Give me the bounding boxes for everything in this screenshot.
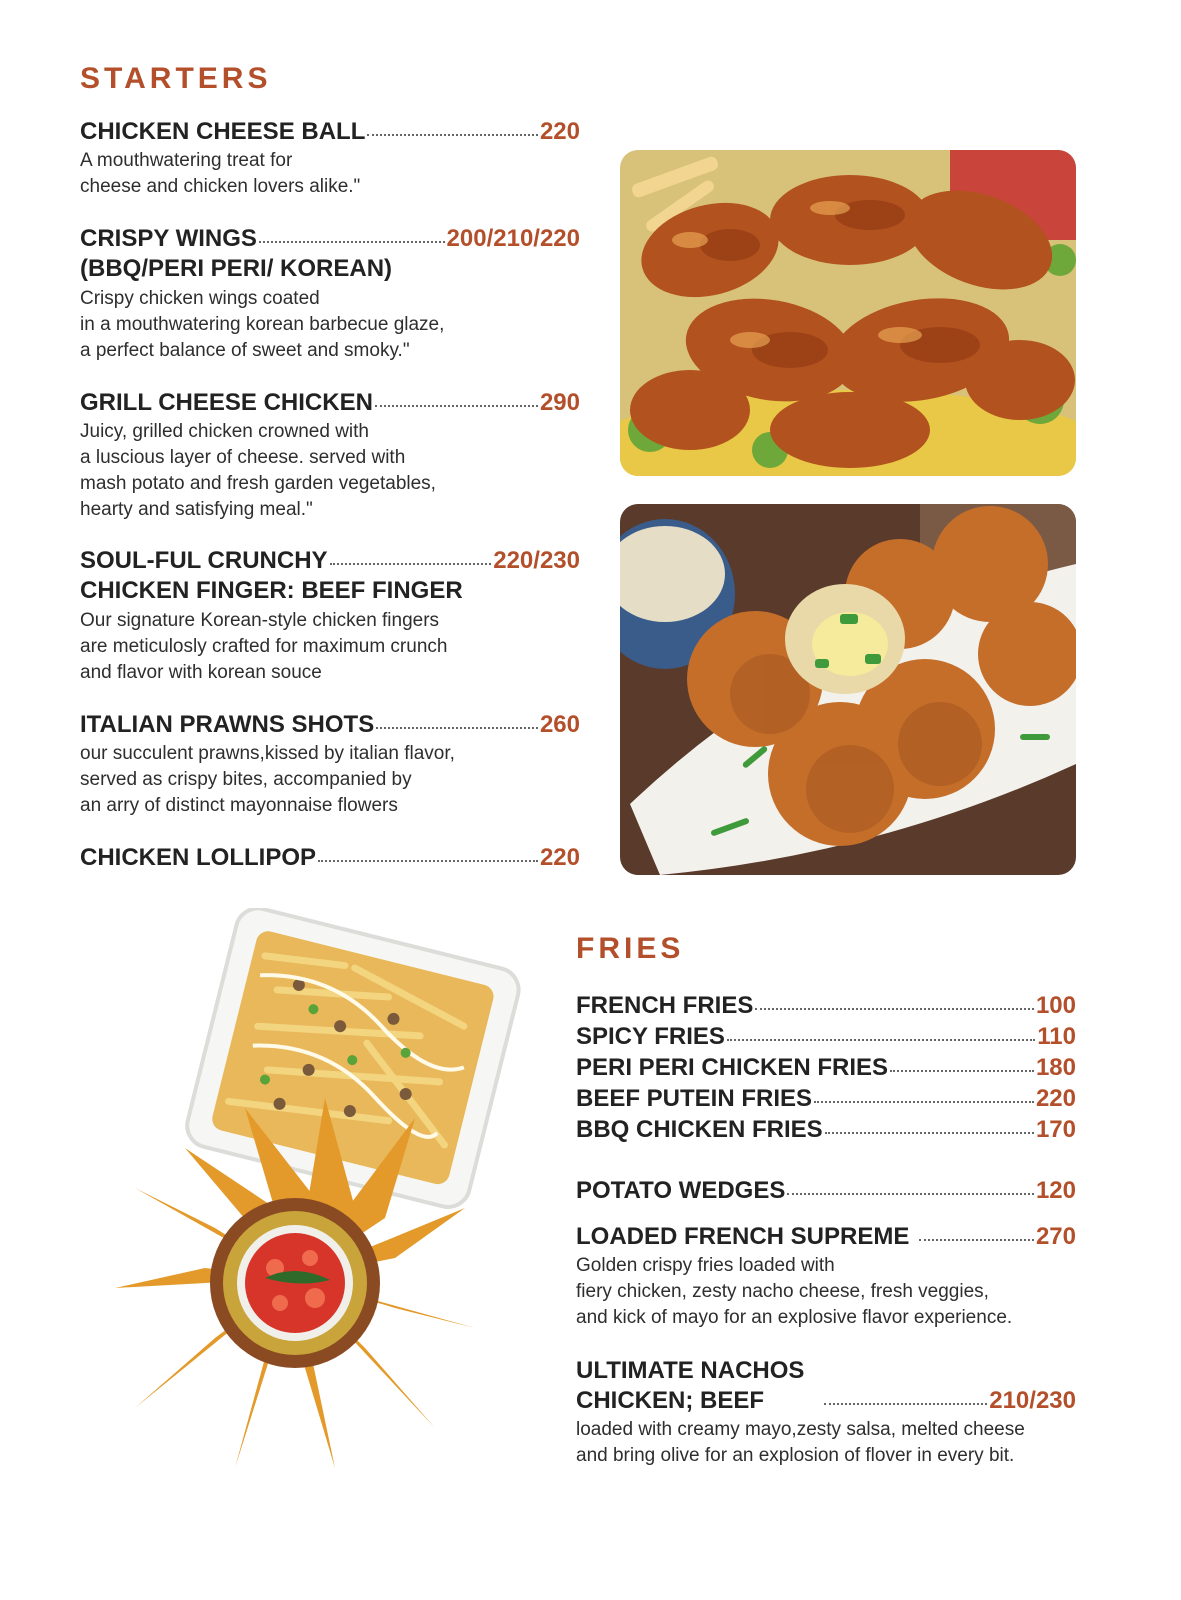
starters-title: STARTERS [80, 62, 272, 95]
dot-leader [814, 1101, 1034, 1103]
menu-item-french-fries [576, 992, 1076, 1020]
fries-and-nachos-photo [115, 908, 535, 1498]
dot-leader [367, 134, 538, 136]
item-description: Our signature Korean-style chicken fingers are meticulosly crafted for maximum crunch and flavor with korean souce [80, 610, 448, 683]
item-price: 100 [1035, 992, 1076, 1019]
item-name: CHICKEN CHEESE BALL [80, 118, 366, 145]
dot-leader [919, 1239, 1034, 1241]
dot-leader [376, 727, 538, 729]
menu-item-spicy-fries [576, 1023, 1076, 1051]
dot-leader [825, 1132, 1034, 1134]
item-name: ULTIMATE NACHOS [576, 1357, 805, 1384]
item-description: Crispy chicken wings coated in a mouthwatering korean barbecue glaze, a perfect balance of sweet and smoky." [80, 288, 445, 361]
dot-leader [375, 405, 538, 407]
item-price: 290 [539, 389, 580, 416]
item-name: SOUL-FUL CRUNCHY [80, 547, 328, 574]
dot-leader [755, 1008, 1034, 1010]
dot-leader [330, 563, 492, 565]
menu-item-grill-cheese-chicken [80, 389, 580, 523]
menu-item-potato-wedges [576, 1177, 1076, 1205]
menu-item-chicken-cheese-ball [80, 118, 580, 200]
menu-item-soul-ful-crunchy [80, 547, 580, 686]
menu-item-loaded-french-supreme [576, 1223, 1076, 1331]
item-description: Golden crispy fries loaded with fiery chicken, zesty nacho cheese, fresh veggies, and kick of mayo for an explosive flavor experience. [576, 1255, 1013, 1328]
menu-item-italian-prawns-shots [80, 711, 580, 819]
item-name: BEEF PUTEIN FRIES [576, 1085, 813, 1112]
item-price: 180 [1035, 1054, 1076, 1081]
item-price: 110 [1037, 1023, 1076, 1050]
menu-item-peri-peri-chicken-fries [576, 1054, 1076, 1082]
item-price: 220/230 [493, 547, 580, 574]
item-name: FRENCH FRIES [576, 992, 754, 1019]
item-price: 270 [1035, 1223, 1076, 1250]
item-price: 260 [539, 711, 580, 738]
item-variants: (BBQ/PERI PERI/ KOREAN) [80, 255, 393, 282]
item-name: CHICKEN LOLLIPOP [80, 844, 317, 871]
dot-leader [727, 1039, 1035, 1041]
item-name: CRISPY WINGS [80, 225, 257, 252]
dot-leader [259, 241, 445, 243]
item-description: Juicy, grilled chicken crowned with a luscious layer of cheese. served with mash potato and fresh garden vegetables, hearty and satisfying meal." [80, 421, 436, 520]
item-name: LOADED FRENCH SUPREME [576, 1223, 910, 1250]
item-description: our succulent prawns,kissed by italian flavor, served as crispy bites, accompanied by an arry of distinct mayonnaise flowers [80, 743, 455, 816]
item-price: 170 [1035, 1116, 1076, 1143]
item-name: PERI PERI CHICKEN FRIES [576, 1054, 889, 1081]
chicken-wings-photo [620, 150, 1076, 476]
item-description: A mouthwatering treat for cheese and chicken lovers alike." [80, 150, 361, 197]
item-name: BBQ CHICKEN FRIES [576, 1116, 823, 1143]
item-name: POTATO WEDGES [576, 1177, 786, 1204]
item-name: GRILL CHEESE CHICKEN [80, 389, 373, 416]
item-price: 210/230 [989, 1387, 1076, 1414]
item-price: 200/210/220 [446, 225, 580, 252]
cheese-balls-photo [620, 504, 1076, 875]
dot-leader [318, 860, 538, 862]
item-name: ITALIAN PRAWNS SHOTS [80, 711, 375, 738]
item-price: 220 [539, 844, 580, 871]
menu-item-beef-putein-fries [576, 1085, 1076, 1113]
menu-item-crispy-wings [80, 225, 580, 364]
item-price: 220 [539, 118, 580, 145]
dot-leader [890, 1070, 1034, 1072]
dot-leader [824, 1403, 987, 1405]
menu-item-bbq-chicken-fries [576, 1116, 1076, 1144]
item-price: 120 [1035, 1177, 1076, 1204]
fries-title: FRIES [576, 932, 685, 965]
item-variants: CHICKEN; BEEF [576, 1387, 765, 1414]
item-name: SPICY FRIES [576, 1023, 725, 1050]
menu-item-chicken-lollipop [80, 844, 580, 872]
item-price: 220 [1035, 1085, 1076, 1112]
dot-leader [787, 1193, 1034, 1195]
menu-item-ultimate-nachos [576, 1357, 1076, 1469]
item-description: loaded with creamy mayo,zesty salsa, melted cheese and bring olive for an explosion of flover in every bit. [576, 1419, 1025, 1466]
item-variants: CHICKEN FINGER: BEEF FINGER [80, 577, 463, 604]
